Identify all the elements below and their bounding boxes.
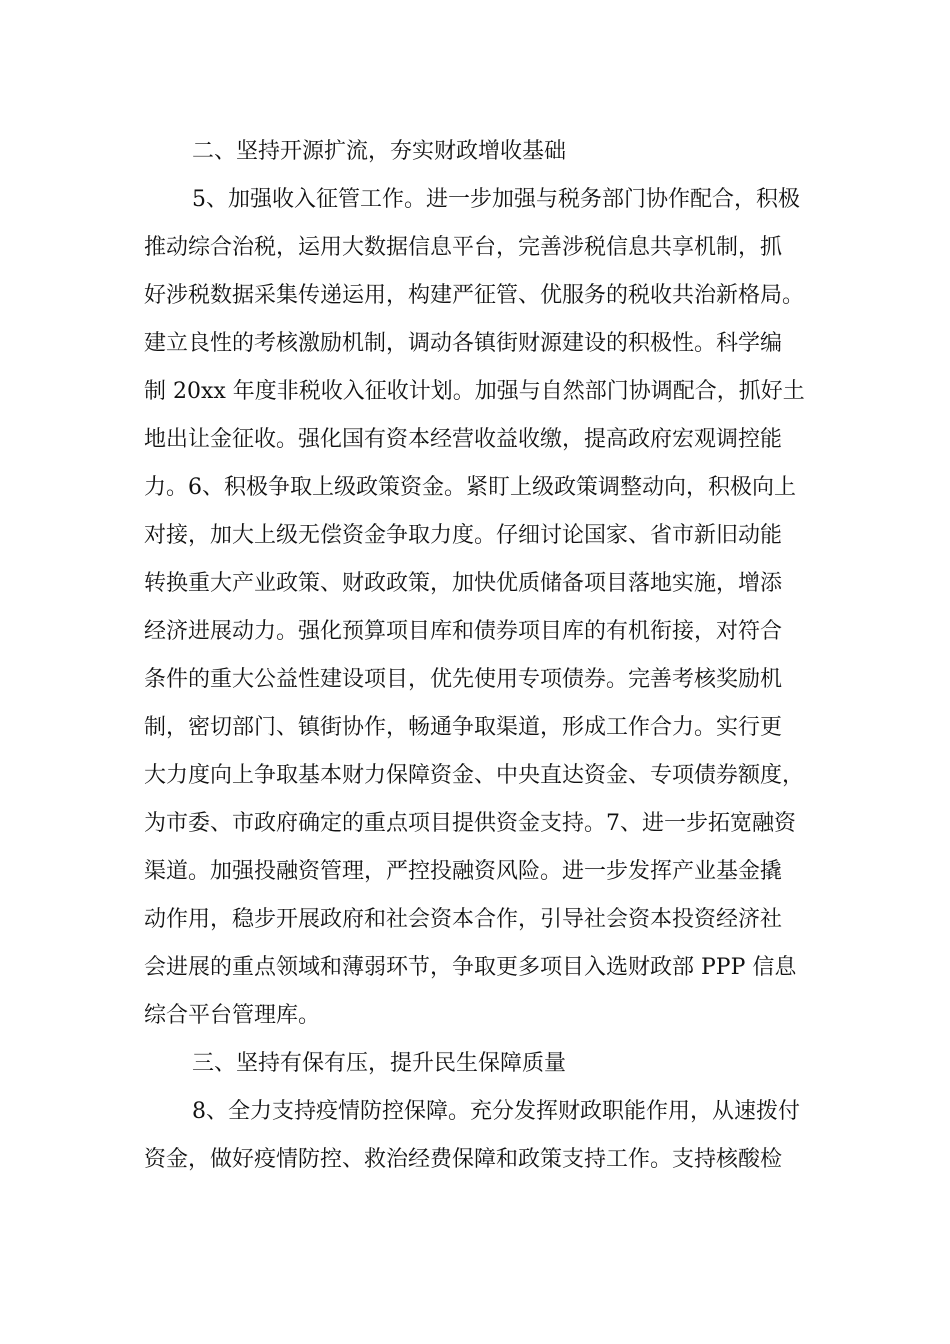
section-heading-3: 三、坚持有保有压，提升民生保障质量: [192, 1051, 567, 1076]
paragraph-line: 条件的重大公益性建设项目，优先使用专项债券。完善考核奖励机: [144, 667, 783, 692]
paragraph-line: 对接，加大上级无偿资金争取力度。仔细讨论国家、省市新旧动能: [144, 523, 783, 548]
paragraph-line: 推动综合治税，运用大数据信息平台，完善涉税信息共享机制，抓: [144, 235, 783, 260]
paragraph-line: 地出让金征收。强化国有资本经营收益收缴，提高政府宏观调控能: [144, 427, 783, 452]
paragraph-line: 力。6、积极争取上级政策资金。紧盯上级政策调整动向，积极向上: [144, 475, 796, 500]
paragraph-line: 制 20xx 年度非税收入征收计划。加强与自然部门协调配合，抓好土: [144, 379, 805, 404]
paragraph-line: 渠道。加强投融资管理，严控投融资风险。进一步发挥产业基金撬: [144, 859, 783, 884]
paragraph-line: 好涉税数据采集传递运用，构建严征管、优服务的税收共治新格局。: [144, 283, 805, 308]
paragraph-line: 资金，做好疫情防控、救治经费保障和政策支持工作。支持核酸检: [144, 1147, 783, 1172]
paragraph-line: 为市委、市政府确定的重点项目提供资金支持。7、进一步拓宽融资: [144, 811, 796, 836]
paragraph-line: 转换重大产业政策、财政政策，加快优质储备项目落地实施，增添: [144, 571, 783, 596]
paragraph-line: 大力度向上争取基本财力保障资金、中央直达资金、专项债券额度，: [144, 763, 805, 788]
paragraph-line: 建立良性的考核激励机制，调动各镇街财源建设的积极性。科学编: [144, 331, 783, 356]
section-heading-2: 二、坚持开源扩流，夯实财政增收基础: [192, 139, 567, 164]
paragraph-line: 动作用，稳步开展政府和社会资本合作，引导社会资本投资经济社: [144, 907, 783, 932]
paragraph-line: 会进展的重点领域和薄弱环节，争取更多项目入选财政部 PPP 信息: [144, 955, 797, 980]
paragraph-line: 5、加强收入征管工作。进一步加强与税务部门协作配合，积极: [192, 187, 800, 212]
paragraph-line: 综合平台管理库。: [144, 1003, 321, 1028]
paragraph-line: 经济进展动力。强化预算项目库和债券项目库的有机衔接，对符合: [144, 619, 783, 644]
paragraph-line: 制，密切部门、镇街协作，畅通争取渠道，形成工作合力。实行更: [144, 715, 783, 740]
paragraph-line: 8、全力支持疫情防控保障。充分发挥财政职能作用，从速拨付: [192, 1099, 800, 1124]
